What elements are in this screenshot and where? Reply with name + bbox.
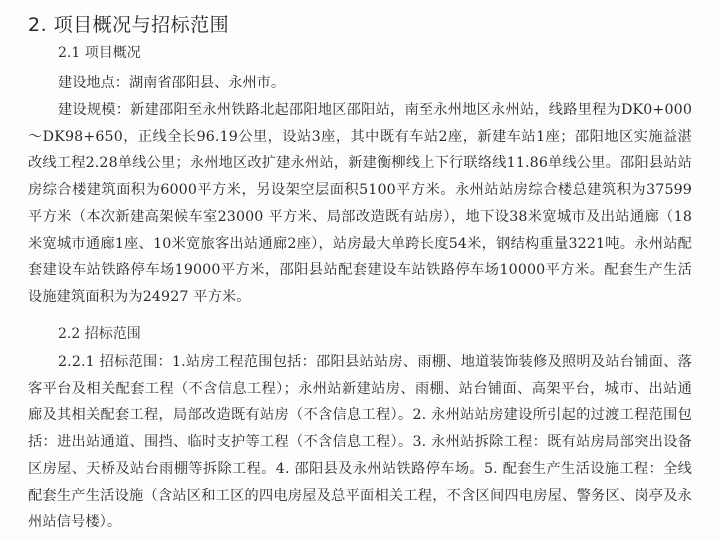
scope-heading: 2.2 招标范围 xyxy=(58,326,141,342)
location-paragraph: 建设地点：湖南省邵阳县、永州市。 xyxy=(58,75,286,91)
overview-heading: 2.1 项目概况 xyxy=(58,45,141,61)
scope-paragraph: 2.2.1 招标范围：1.站房工程范围包括：邵阳县站站房、雨棚、地道装饰装修及照明及站台铺面、落客平台及相关配套工程（不含信息工程）；永州站新建站房、雨棚、站台铺面、高架平台，城市、出站通廊及其相关配套工程，局部改造既有站房（不含信息工程）。2. 永州站站房建设所引起的过渡工程范围包括：进出站通道、围挡、临时支护等工程（不含信息工程）。3. 永州站拆除工程：既有站房局部突出设备区房屋、天桥及站台雨棚等拆除工程。4. 邵阳县及永州站铁路停车场。5. 配套生产生活设施工程：全线配套生产生活设施（含站区和工区的四电房屋及总平面相关工程，不含区间四电房屋、警务区、岗亭及永州站信号楼）。 xyxy=(28,354,692,531)
scale-paragraph: 建设规模：新建邵阳至永州铁路北起邵阳地区邵阳站，南至永州地区永州站，线路里程为DK0+000～DK98+650，正线全长96.19公里，设站3座，其中既有车站2座，新建车站1座；邵阳地区实施益湛改线工程2.28单线公里；永州地区改扩建永州站，新建衡柳线上下行联络线11.86单线公里。邵阳县站站房综合楼建筑面积为6000平方米，另设架空层面积5100平方米。永州站站房综合楼总建筑积为37599平方米（本次新建高架候车室23000 平方米、局部改造既有站房），地下设38米宽城市及出站通廊（18米宽城市通廊1座、10米宽旅客出站通廊2座），站房最大单跨长度54米，钢结构重量3221吨。永州站配套建设车站铁路停车场19000平方米，邵阳县站配套建设车站铁路停车场10000平方米。配套生产生活设施建筑面积为为24927 平方米。 xyxy=(28,102,692,305)
section-heading: 2. 项目概况与招标范围 xyxy=(28,14,230,36)
